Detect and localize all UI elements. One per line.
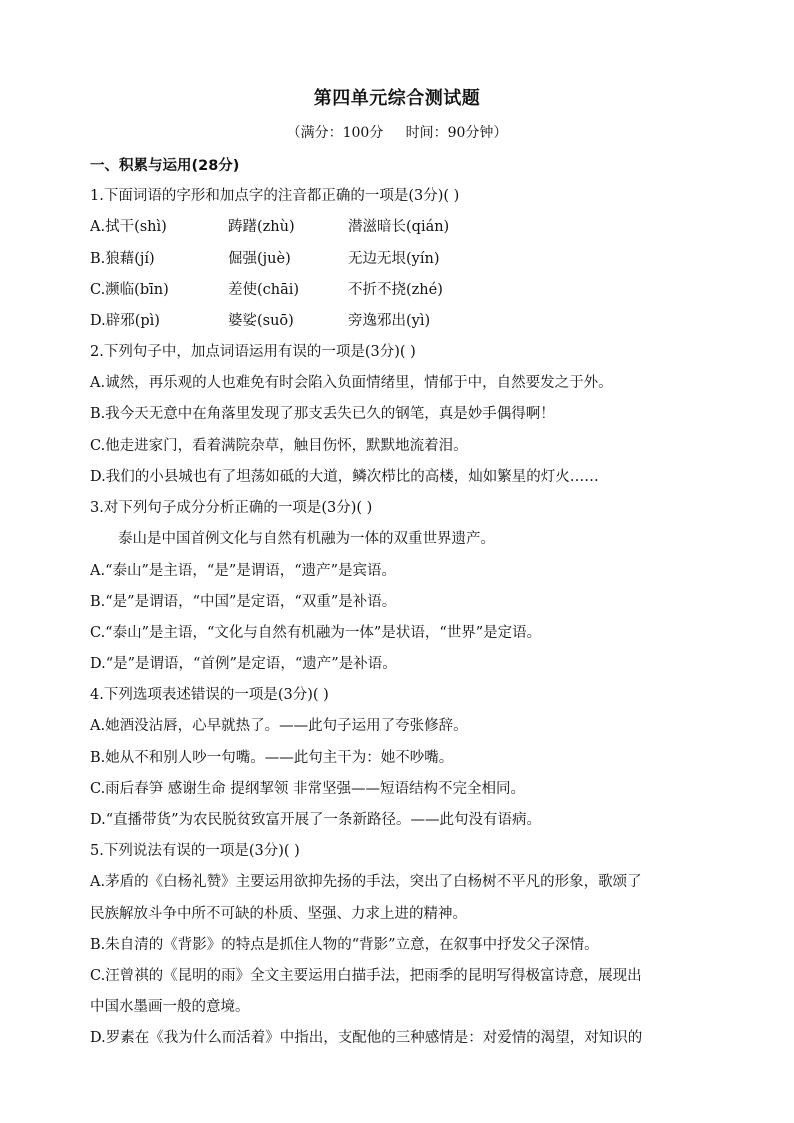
- option-cell: C.濒临(bīn): [90, 282, 169, 298]
- option-line: C.雨后春笋 感谢生命 提纲挈领 非常坚强——短语结构不完全相同。: [90, 781, 526, 797]
- question-stem: 2.下列句子中，加点词语运用有误的一项是(3分)( ): [90, 344, 416, 360]
- option-line: 中国水墨画一般的意境。: [90, 999, 250, 1015]
- option-line: C.“泰山”是主语，“文化与自然有机融为一体”是状语，“世界”是定语。: [90, 625, 542, 641]
- option-cell: 无边无垠(yín): [348, 251, 440, 267]
- option-line: C.他走进家门，看着满院杂草，触目伤怀，默默地流着泪。: [90, 438, 468, 454]
- option-line: A.“泰山”是主语，“是”是谓语，“遗产”是宾语。: [90, 563, 397, 579]
- option-line: D.罗素在《我为什么而活着》中指出，支配他的三种感情是：对爱情的渴望，对知识的: [90, 1030, 643, 1046]
- option-line: D.我们的小县城也有了坦荡如砥的大道，鳞次栉比的高楼，灿如繁星的灯火……: [90, 469, 599, 485]
- option-line: D.“是”是谓语，“首例”是定语，“遗产”是补语。: [90, 656, 397, 672]
- page-title: 第四单元综合测试题: [313, 88, 481, 109]
- option-line: A.诚然，再乐观的人也难免有时会陷入负面情绪里，情郁于中，自然要发之于外。: [90, 375, 613, 391]
- question-sentence: 泰山是中国首例文化与自然有机融为一体的双重世界遗产。: [118, 531, 495, 547]
- option-line: D.“直播带货”为农民脱贫致富开展了一条新路径。——此句没有语病。: [90, 812, 542, 828]
- question-stem: 5.下列说法有误的一项是(3分)( ): [90, 843, 300, 859]
- option-line: A.茅盾的《白杨礼赞》主要运用欲抑先扬的手法，突出了白杨树不平凡的形象，歌颂了: [90, 874, 642, 890]
- option-cell: 婆娑(suō): [228, 313, 294, 329]
- option-line: B.她从不和别人吵一句嘴。——此句主干为：她不吵嘴。: [90, 750, 454, 766]
- score-time-info: （满分：100分 时间：90分钟）: [286, 125, 508, 141]
- option-cell: 踌躇(zhù): [228, 219, 295, 235]
- question-stem: 4.下列选项表述错误的一项是(3分)( ): [90, 687, 329, 703]
- option-cell: 倔强(juè): [228, 251, 291, 267]
- option-line: B.“是”是谓语，“中国”是定语，“双重”是补语。: [90, 594, 397, 610]
- option-cell: A.拭干(shì): [90, 219, 167, 235]
- option-line: B.朱自清的《背影》的特点是抓住人物的“背影”立意，在叙事中抒发父子深情。: [90, 937, 599, 953]
- option-cell: D.辟邪(pì): [90, 313, 160, 329]
- question-stem: 3.对下列句子成分分析正确的一项是(3分)( ): [90, 500, 373, 516]
- question-stem: 1.下面词语的字形和加点字的注音都正确的一项是(3分)( ): [90, 188, 460, 204]
- option-cell: B.狼藉(jí): [90, 251, 155, 267]
- option-line: A.她酒没沾唇，心早就热了。——此句子运用了夸张修辞。: [90, 718, 468, 734]
- option-cell: 不折不挠(zhé): [348, 282, 443, 298]
- option-cell: 旁逸邪出(yì): [348, 313, 431, 329]
- section-heading: 一、积累与运用(28分): [90, 158, 240, 174]
- option-line: B.我今天无意中在角落里发现了那支丢失已久的钢笔，真是妙手偶得啊！: [90, 406, 555, 422]
- option-cell: 差使(chāi): [228, 282, 300, 298]
- option-line: 民族解放斗争中所不可缺的朴质、坚强、力求上进的精神。: [90, 906, 467, 922]
- option-line: C.汪曾祺的《昆明的雨》全文主要运用白描手法，把雨季的昆明写得极富诗意，展现出: [90, 968, 642, 984]
- option-cell: 潜滋暗长(qián): [348, 219, 450, 235]
